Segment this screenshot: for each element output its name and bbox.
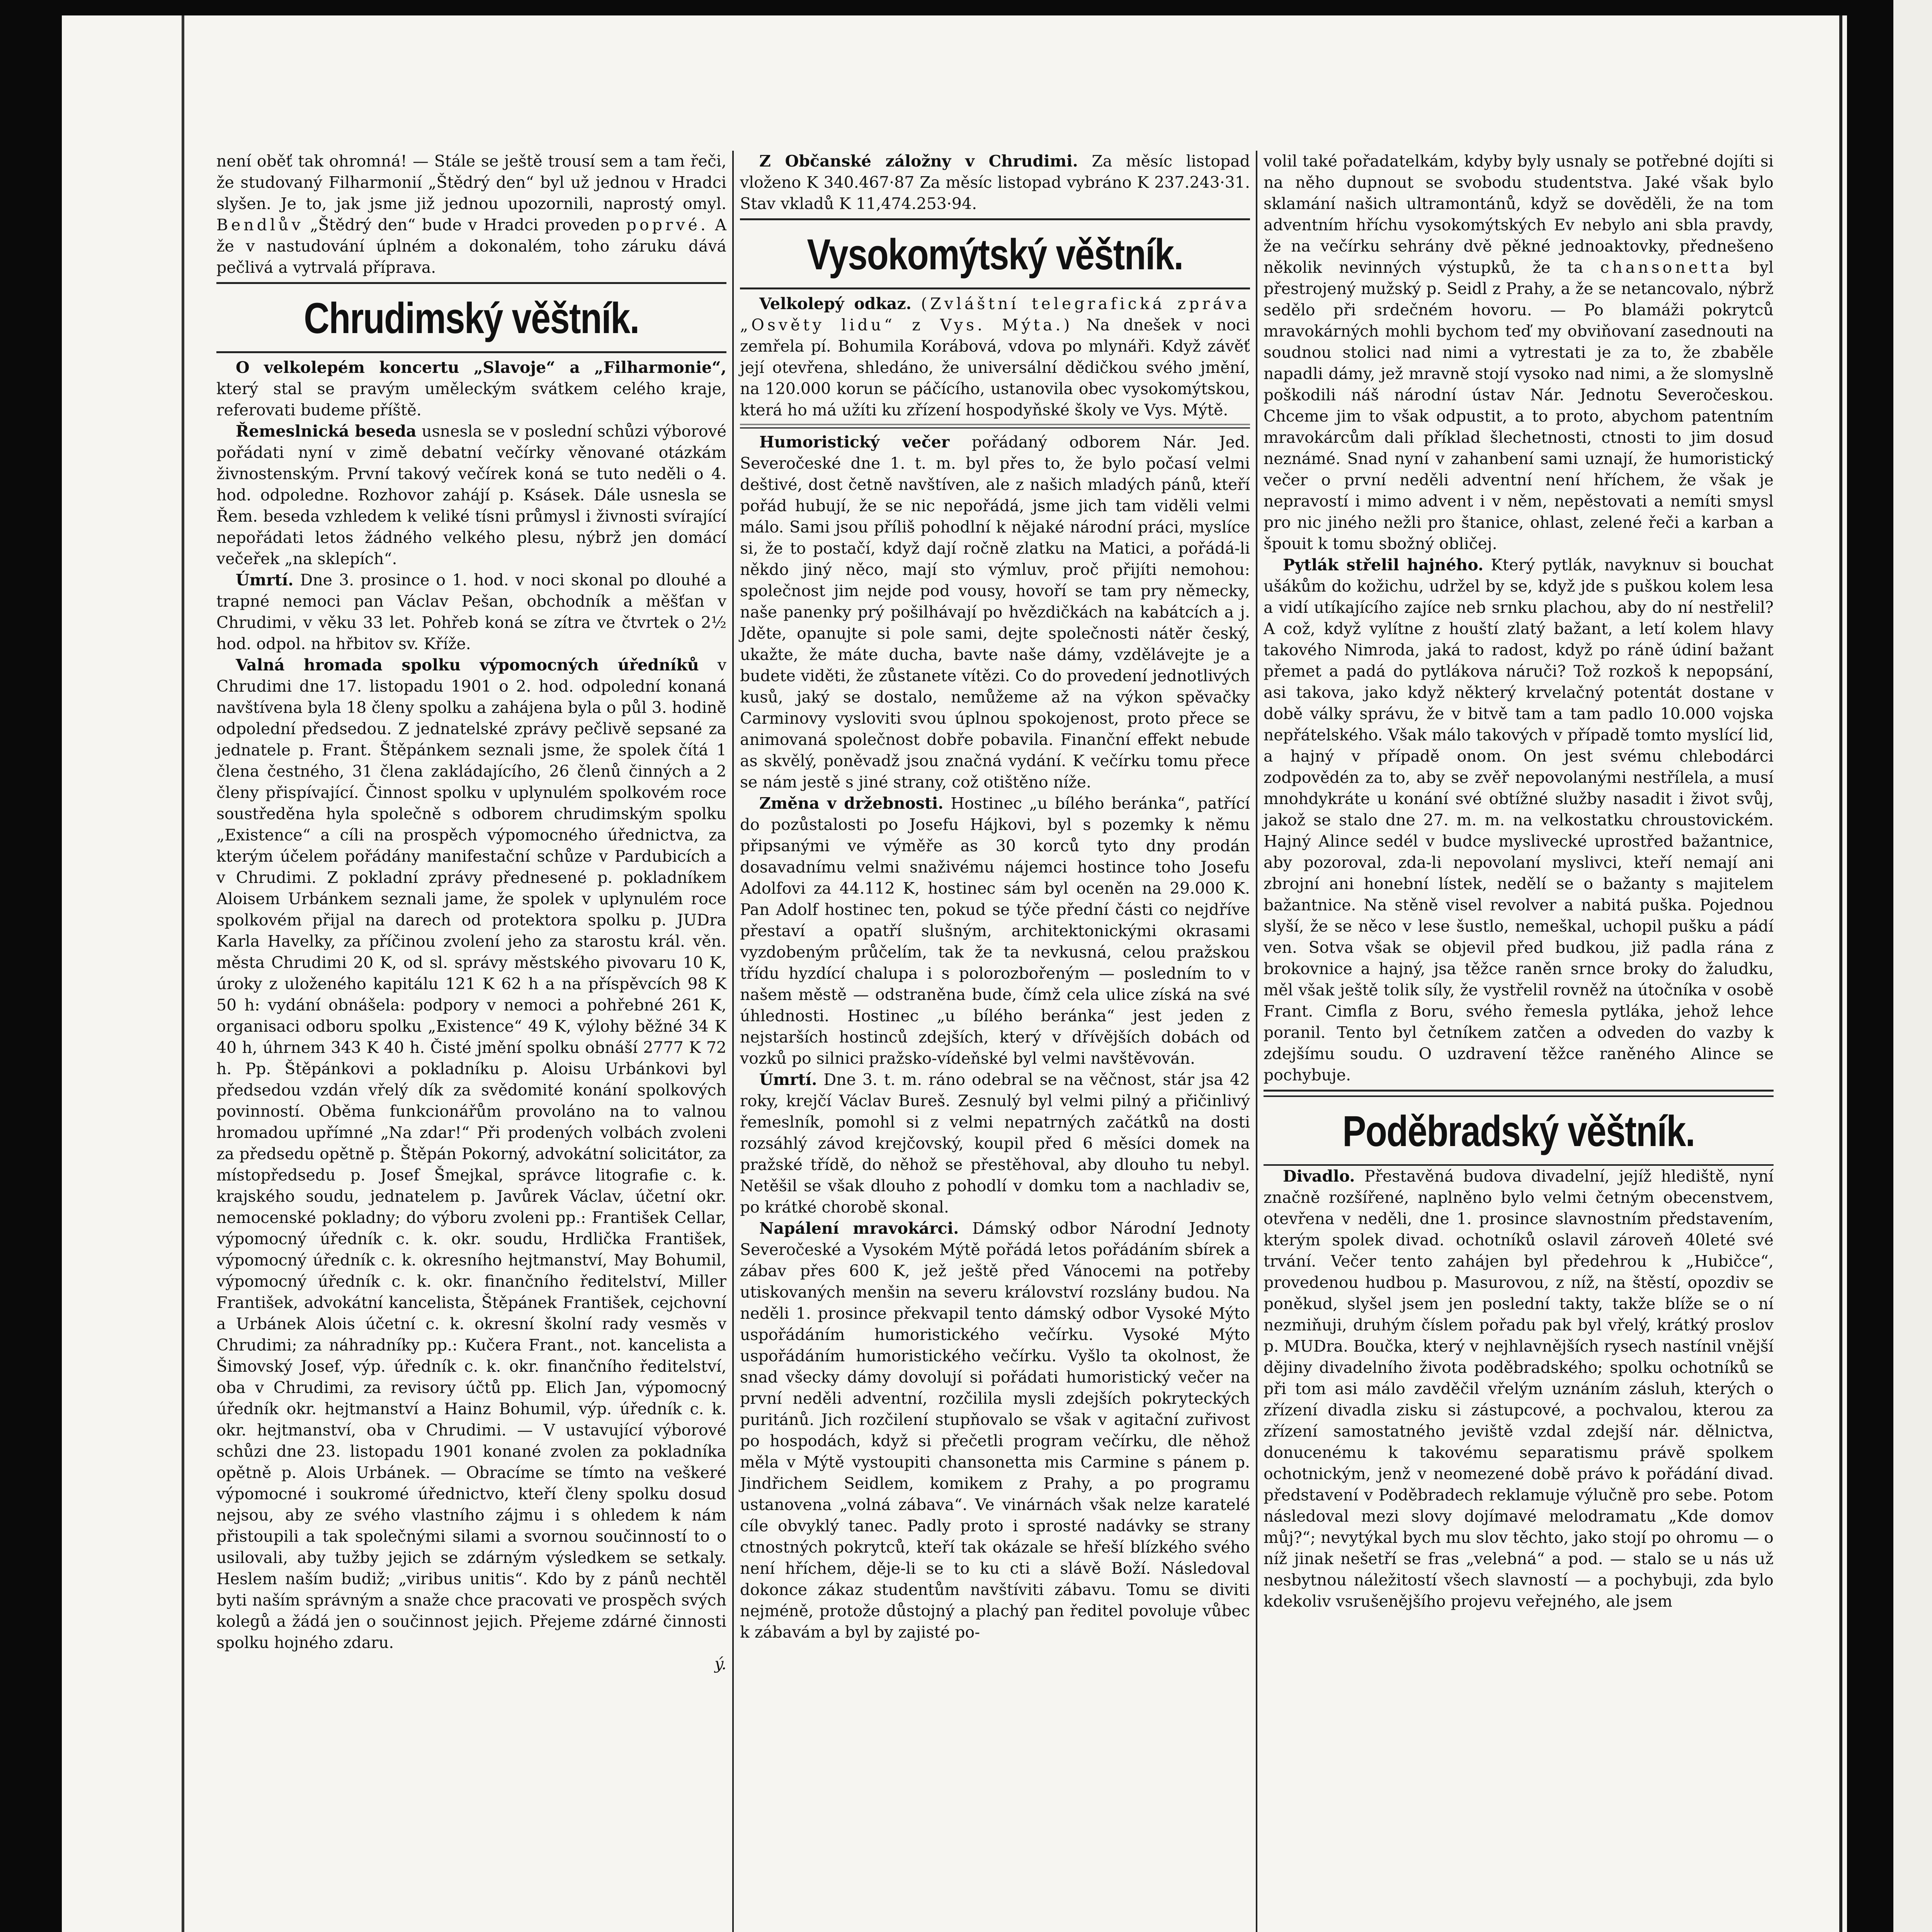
spaced-text: Bendlův — [216, 216, 304, 234]
right-margin-rule — [1839, 15, 1842, 1932]
text: „Štědrý den“ bude v Hradci proveden — [310, 216, 620, 234]
column-1 — [216, 151, 726, 1675]
body: Který pytlák, navyknuv si bouchat ušákům do kožichu, udržel by se, když jde s puškou kolem lesa a vidí utíkajícího zajíce neb srnku plachou, aby do ní nestřelil? A což, když vylítne z houští zlatý bažant, a letí kolem hlavy takového Nimroda, jaká to radost, když po ráně údiní bažant přemet a padá do pytlákova náruči? Tož rozkoš k nepopsání, asi takova, jako když některý krvelačný potentát dostane v době války správu, že v bitvě tam a tam padlo 10.000 vojska nepřátelského. Však málo takových v případě tomto myslící lid, a hajný v případě onom. On jest svému chlebodárci zodpovědén za to, aby se zvěř nepovolanými nestřílela, a musí mnohdykráte u konání své obtížné služby nasadit i život svůj, jakož se stalo dne 27. m. m. na velkostatku chroustovickém. Hajný Alince sedél v budce myslivecké uprostřed bažantnice, aby pozoroval, zda-li nepovolaní myslivci, kteří nemají ani zbrojní ani honební lístek, nedělí se o bažanty s majitelem bažantnice. Na stěně visel revolver a nabitá puška. Pojednou slyší, že se něco v lese šustlo, nemeškal, uchopil pušku a pádí ven. Sotva však se objevil před budkou, již padla rána z brokovnice a hajný, jsa těžce raněn srnce broky do žaludku, měl však ještě tolik síly, že vystřelil rovněž na útočníka v osobě Frant. Cimfla z Boru, svého řemesla pytláka, jehož lehce poranil. Tento byl četníkem zatčen a odveden do vazby k zdejšímu soudu. O uzdravení těžce raněného Alince se pochybuje. — [1264, 556, 1774, 1084]
article-humoristicky — [740, 432, 1250, 793]
headline: Pytlák střelil hajného. — [1283, 556, 1484, 574]
rule — [740, 218, 1250, 220]
headline: Velkolepý odkaz. — [759, 294, 912, 313]
column-divider — [1256, 151, 1257, 1932]
left-margin-rule — [182, 15, 184, 1932]
headline: Valná hromada spolku výpomocných úředníků — [236, 656, 699, 674]
headline: Napálení mravokárci. — [759, 1219, 959, 1238]
spaced-text: poprvé. — [626, 216, 709, 234]
article-koncert — [216, 357, 726, 421]
body: Přestavěná budova divadelní, jejíž hlediště, nyní značně rozšířené, naplněno bylo velmi četným obecenstvem, otevřena v neděli, dne 1. prosince slavnostním představením, kterým spolek divad. ochotníků oslavil zároveň 40leté své trvání. Večer tento zahájen byl předehrou k „Hubičce“, provedenou hudbou p. Masurovou, z níž, na štěstí, opozdiv se poněkud, slyšel jsem jen poslední takty, takže blíže se o ní nezmiňuji, druhým číslem pořadu pak byl vřelý, krátký proslov p. MUDra. Boučka, který v nejhlavnějších rysech nastínil vnější dějiny divadelního života poděbradského; spolku ochotníků se při tom asi málo zavděčil vřelým uznáním zásluh, kterých o zřízení divadla zisku si zástupcové, a pochvalou, kterou za zřízení samostatného jeviště vzdal zdejší nár. dělnictva, donucenému k takovému separatismu právě spolkem ochotnickým, jenž v neomezené době právo k pořádání divad. představení v Poděbradech reklamuje výlučně pro sebe. Potom následoval mezi slovy dojímavé melodramatu „Kde domov můj?“; nevytýkal bych mu slov těchto, jako stojí po ohromu — o níž jinak nešetří se fras „velebná“ a pod. — stalo se u nás už nesbytnou náležitostí všech slavností — a pochybuji, zda bylo kdekoliv vsrušenějšího projevu veřejného, ale jsem — [1264, 1167, 1774, 1611]
column-3 — [1264, 151, 1774, 1612]
article-napaleni-continued — [1264, 151, 1774, 554]
section-title-box — [1264, 1095, 1774, 1166]
article-zmena — [740, 793, 1250, 1069]
article-umrti-2 — [740, 1069, 1250, 1218]
headline: Divadlo. — [1283, 1167, 1355, 1185]
body: pořádaný odborem Nár. Jed. Severočeské dne 1. t. m. byl přes to, že bylo počasí velmi deštivé, dost četně navštíven, ale z našich mladých pánů, kteří pořád hubují, že se nic nepořádá, jsme jich tam viděli velmi málo. Sami jsou příliš pohodlní k nějaké národní práci, myslíce si, že to postačí, když dají ročně zlatku na Matici, a pořádá-li někdo jiný něco, mají sto výmluv, proč přijíti nemohou: společnost jim nejde pod vousy, hovoří se tam pry německy, naše panenky prý pošilhávají po hvězdičkách na kabátcích a j. Jděte, opanujte si pole sami, dejte společnosti nátěr český, ukažte, že máte ducha, bavte naše dámy, vzdělávejte je a budete viděti, že zůstanete vítězi. Co do provedení jednotlivých kusů, jaký se dostalo, nemůžeme až na výkon spěvačky Carminovy vysloviti svou úplnou spokojenost, proto přece se animovaná společnost dobře pobavila. Finanční effekt nebude as skvělý, poněvadž jsou značná vydání. K večírku tomu přece se nám jestě s jiné strany, což otištěno níže. — [740, 433, 1250, 791]
body: Dámský odbor Národní Jednoty Severočeské a Vysokém Mýtě pořádá letos pořádáním sbírek a zábav přes 600 K, jež ještě před Vánocemi na potřeby utiskovaných menšin na severu království rozslány budou. Na neděli 1. prosince překvapil tento dámský odbor Vysoké Mýto uspořádáním humoristického večírku. Vysoké Mýto uspořádáním humoristického večírku. Vyšlo ta okolnost, že snad všecky dámy dovolují si pořádati humoristický večer na první neděli adventní, rozčilila mysli zdejších pokryteckých puritánů. Jich rozčilení stupňovalo se však v agitační zuřivost po hospodách, když si přečetli program večírku, dle něhož měla v Mýtě vystoupiti chansonetta mis Carmine s pánem p. Jindřichem Seidlem, komikem z Prahy, a po programu ustanovena „volná zábava“. Ve vinárnách však nelze karatelé cíle obvyklý tanec. Padly proto i sprosté nadávky se strany ctnostných pokrytců, kteří tak okázale se hřeší blízkého svého není hříchem, děje-li se to ku cti a slávě Boží. Následoval dokonce zákaz studentům navštíviti zábavu. Tomu se diviti nejméně, protože důstojný a plachý pan ředitel povoluje vůbec k zábavám a byl by zajisté po- — [740, 1219, 1250, 1641]
article-zalozna — [740, 151, 1250, 214]
headline: Humoristický večer — [759, 433, 950, 451]
article-divadlo — [1264, 1166, 1774, 1612]
article-remeslnicka — [216, 421, 726, 570]
rule — [216, 351, 726, 353]
article-napaleni — [740, 1218, 1250, 1643]
body: který stal se pravým uměleckým svátkem celého kraje, referovati budeme příště. — [216, 379, 726, 419]
body: volil také pořadatelkám, kdyby byly usnaly se potřebné dojíti si na něho dupnout se svobodu studentstva. Jaké však bylo sklamání našich ultramontánů, když se dověděli, že na tom adventním hříchu vysokomýtských Ev nebylo ani sbla pravdy, že na večírku sehrány dvě pěkné jednoaktovky, přednešeno několik nevinných výstupků, že ta — [1264, 152, 1774, 277]
body: Za měsíc listopad vloženo K 340.467·87 Za měsíc listopad vybráno K 237.243·31. Stav vkladů K 11,474.253·94. — [740, 152, 1250, 213]
column-2 — [740, 151, 1250, 1643]
headline: Řemeslnická beseda — [236, 422, 417, 440]
headline: Z Občanské záložny v Chrudimi. — [759, 152, 1078, 170]
section-title-vysokomyto: Vysokomýtský věštník. — [807, 230, 1183, 279]
body: Dne 3. t. m. ráno odebral se na věčnost, stár jsa 42 roky, krejčí Václav Bureš. Zesnulý byl velmi pilný a přičinlivý řemeslník, pomohl si z velmi nepatrných začátků na dosti rozsáhlý závod krejčovský, koupil před 6 měsíci domek na pražské třídě, do něhož se přestěhoval, aby dlouho tu nebyl. Netěšil se však dlouho z pohodlí v domku tom a nachladiv se, po krátké chorobě skonal. — [740, 1070, 1250, 1216]
rule — [1264, 1090, 1774, 1092]
article-odkaz — [740, 293, 1250, 421]
article-valna-hromada — [216, 655, 726, 1653]
body: v Chrudimi dne 17. listopadu 1901 o 2. hod. odpolední konaná navštívena byla 18 členy spolku a zahájena byla o půl 3. hodině odpolední předsedou. Z jednatelské zprávy pečlivě sepsané za jednatele p. Frant. Štěpánkem seznali jsme, že spolek čítá 1 člena čestného, 31 člena zakládajícího, 26 členů činných a 2 členy přispívající. Činnost spolku v uplynulém spolkovém roce soustředěna hyla společně s odborem chrudimským spolku „Existence“ a cíli na prospěch výpomocného úřednictva, za kterým účelem pořádány manifestační schůze v Pardubicích a v Chrudimi. Z pokladní zprávy přednesené p. pokladníkem Aloisem Urbánkem seznali jame, že spolek v uplynulém roce spolkovém přijal na darech od protektora spolku p. JUDra Karla Havelky, za příčinou zvolení jeho za starostu král. věn. města Chrudimi 20 K, od sl. správy městského pivovaru 10 K, úroky z uloženého kapitálu 121 K 62 h a na příspěvcích 98 K 50 h: vydání obnášela: podpory v nemoci a pohřebné 261 K, organisaci odboru spolku „Existence“ 49 K, výlohy běžné 34 K 40 h, úhrnem 343 K 40 h. Čisté jmění spolku obnáší 2777 K 72 h. Pp. Štěpánkovi a pokladníku p. Aloisu Urbánkovi byl předsedou vzdán vřelý dík za svědomité konání spolkových povinností. Oběma funkcionářům provoláno na to valnou hromadou upřímné „Na zdar!“ Při prodených volbách zvoleni za předsedu opětně p. Štěpán Pokorný, advokátní solicitátor, za místopředsedu p. Josef Šmejkal, správce litografie c. k. krajského soudu, jednatelem p. Javůrek Václav, účetní okr. nemocenské pokladny; do výboru zvoleni pp.: František Cellar, výpomocný úředník c. k. okr. soudu, Hrdlička František, výpomocný úředník c. k. okresního hejtmanství, May Bohumil, výpomocný úředník c. k. okr. finančního ředitelství, Miller František, advokátní kancelista, Štěpánek František, cejchovní a Urbánek Alois účetní c. k. okresní školní rady vesměs v Chrudimi; za náhradníky pp.: Kučera Frant., not. kancelista a Šimovský Josef, výp. úředník c. k. okr. finančního ředitelství, oba v Chrudimi, za revisory účtů pp. Elich Jan, výpomocný úředník okr. hejtmanství a Hainz Bohumil, výp. úředník c. k. okr. hejtmanství, oba v Chrudimi. — V ustavující výborové schůzi dne 23. listopadu 1901 konané zvolen za pokladníka opětně p. Alois Urbánek. — Obracíme se tímto na veškeré výpomocné i soukromé úřednictvo, kteří členy spolku dosud nejsou, aby ze svého vlastního zájmu i s ohledem k nám přistoupili a tak společnými silami a svornou součinností to o usilovali, aby tužby jejich se zdárným výsledkem se setkaly. Heslem naším budiž; „viribus unitis“. Kdo by z pánů nechtěl byti naším správným a snaže chce pracovati ve prospěch svých kolegů a žádá jen o součinnost jejich. Přejeme zdárné činnosti spolku hojného zdaru. — [216, 656, 726, 1652]
column-divider — [732, 151, 734, 1932]
body: Hostinec „u bílého beránka“, patřící do pozůstalosti po Josefu Hájkovi, byl s pozemky k němu připsanými ve výměře as 30 korců tyto dny prodán dosavadnímu velmi snaživému nájemci hostince toho Josefu Adolfovi za 44.112 K, hostinec sám byl oceněn na 29.000 K. Pan Adolf hostinec ten, pokud se týče přední části co nejdříve přestaví a opatří slušným, architektonickými okrasami vyzdobeným průčelím, tak že ta nevkusná, celou pražskou třídu hyzdící chalupa i s polorozbořeným — posledním to v našem městě — odstraněna bude, čímž cela ulice získá na své úhlednosti. Hostinec „u bílého beránka“ jest jeden z nejstarších hostinců zdejších, který v dřívějších dobách od vozků po silnici pražsko-vídeňské byl velmi navštěvován. — [740, 794, 1250, 1068]
section-title-podebrady: Poděbradský věštník. — [1342, 1107, 1695, 1155]
signature: ý. — [714, 1655, 726, 1673]
double-rule — [740, 424, 1250, 429]
headline: Úmrtí. — [236, 571, 294, 589]
headline: Změna v držebnosti. — [759, 794, 944, 813]
section-title-chrudim: Chrudimský věštník. — [304, 294, 639, 342]
adjacent-page-fragments — [1893, 0, 1932, 932]
body: byl přestrojený mužský p. Seidl z Prahy, a že se netancovalo, nýbrž sedělo při srdečném hovoru. — Po blamáži pokrytců mravokárných mohli bychom teď my obviňovaní zasednouti na soudnou stolici nad nimi a vytrestati je za to, že zbaběle napadli dámy, jež mravně stojí vysoko nad nimi, a že slomyslně poškodili náš národní ústav Nár. Jednotu Severočeskou. Chceme jim to však odpustit, a to proto, abychom patentním mravokárcům dali příklad šlechetnosti, ctnosti to jim dosud neznámé. Snad nyní v zahanbení sami uznají, že humoristický večer o první neděli adventní není hříchem, že však je nepravostí i mimo advent i v něm, nepěstovati a nemíti smysl pro nic jiného nežli pro štanice, ohlast, zelené řeči a karban a špouit k tomu sbožný obličej. — [1264, 258, 1774, 553]
rule — [740, 287, 1250, 289]
text: A že v nastudování úplném a dokonalém, toho záruku dává pečlivá a vytrvalá příprava. — [216, 216, 726, 277]
adjacent-page-strip — [1893, 0, 1932, 1932]
body: Dne 3. prosince o 1. hod. v noci skonal po dlouhé a trapné nemoci pan Václav Pešan, obchodník a měšťan v Chrudimi, v věku 33 let. Pohřeb koná se zítra ve čtvrtek o 2½ hod. odpol. na hřbitov sv. Kříže. — [216, 571, 726, 653]
headline: O velkolepém koncertu „Slavoje“ a „Filharmonie“, — [236, 358, 726, 377]
article-umrti — [216, 570, 726, 655]
spaced-text: chansonetta — [1600, 258, 1733, 277]
text: není oběť tak ohromná! — Stále se ještě trousí sem a tam řeči, že studovaný Filharmonií „Štědrý den“ byl už jednou v Hradci slyšen. Je to, jak jsme již jednou upozornili, naprostý omyl. — [216, 152, 726, 213]
telegram-note: (Zvláštní telegrafická zpráva „Osvěty lidu“ z Vys. Mýta.) — [740, 294, 1250, 334]
article-pytlak — [1264, 554, 1774, 1086]
body: Na dnešek v noci zemřela pí. Bohumila Korábová, vdova po mlynáři. Když závěť její otevřena, shledáno, že universální dědičkou svého jmění, na 120.000 korun se páčícího, ustanovila obec vysokomýtskou, která ho má užíti ku zřízení hospodyňské školy ve Vys. Mýtě. — [740, 316, 1250, 419]
article-continuation — [216, 151, 726, 278]
body: usnesla se v poslední schůzi výborové pořádati nyní v zimě debatní večírky věnované otázkám živnostenským. První takový večírek koná se tuto neděli o 4. hod. odpoledne. Rozhovor zahájí p. Ksásek. Dále usnesla se Řem. beseda vzhledem k veliké tísni průmysl i živnosti svírající nepořádati letos žádného velkého plesu, nýbrž jen domácí večeřek „na sklepích“. — [216, 422, 726, 568]
rule — [216, 282, 726, 284]
headline: Úmrtí. — [759, 1070, 817, 1089]
